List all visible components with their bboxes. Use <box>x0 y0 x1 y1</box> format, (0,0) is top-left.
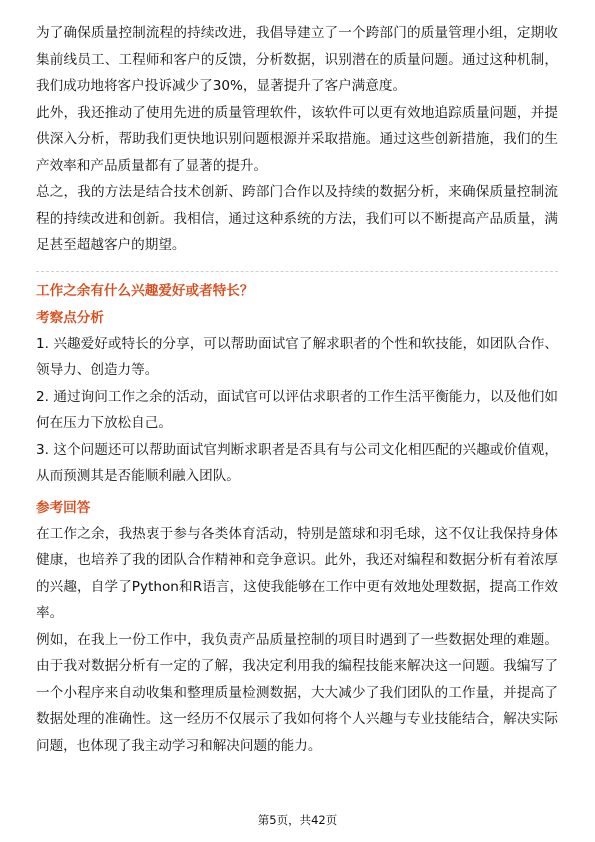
question-heading: 工作之余有什么兴趣爱好或者特长？ <box>36 282 254 299</box>
intro-paragraph: 此外，我还推动了使用先进的质量管理软件，该软件可以更有效地追踪质量问题，并提供深入分析，帮助我们更快地识别问题根源并采取措施。通过这些创新措施，我们的生产效率和产品质量都有了显著的提升。 <box>36 104 558 174</box>
analysis-item: 1. 兴趣爱好或特长的分享，可以帮助面试官了解求职者的个性和软技能，如团队合作、领导力、创造力等。 <box>36 335 558 378</box>
section-divider <box>36 271 558 272</box>
analysis-title: 考察点分析 <box>36 309 104 326</box>
intro-paragraph: 总之，我的方法是结合技术创新、跨部门合作以及持续的数据分析，来确保质量控制流程的持续改进和创新。我相信，通过这种系统的方法，我们可以不断提高产品质量，满足甚至超越客户的期望。 <box>36 184 558 253</box>
analysis-item: 2. 通过询问工作之余的活动，面试官可以评估求职者的工作生活平衡能力，以及他们如何在压力下放松自己。 <box>36 388 558 431</box>
analysis-item: 3. 这个问题还可以帮助面试官判断求职者是否具有与公司文化相匹配的兴趣或价值观，从而预测其是否能顺利融入团队。 <box>36 441 558 484</box>
intro-paragraph: 为了确保质量控制流程的持续改进，我倡导建立了一个跨部门的质量管理小组，定期收集前线员工、工程师和客户的反馈，分析数据，识别潜在的质量问题。通过这种机制，我们成功地将客户投诉减少了30%，显著提升了客户满意度。 <box>36 25 558 94</box>
document-page <box>36 20 558 759</box>
answer-title: 参考回答 <box>36 499 91 516</box>
answer-paragraph: 例如，在我上一份工作中，我负责产品质量控制的项目时遇到了一些数据处理的难题。由于我对数据分析有一定的了解，我决定利用我的编程技能来解决这一问题。我编写了一个小程序来自动收集和整理质量检测数据，大大减少了我们团队的工作量，并提高了数据处理的准确性。这一经历不仅展示了我如何将个人兴趣与专业技能结合，解决实际问题，也体现了我主动学习和解决问题的能力。 <box>36 631 558 754</box>
answer-paragraph: 在工作之余，我热衷于参与各类体育活动，特别是篮球和羽毛球，这不仅让我保持身体健康，也培养了我的团队合作精神和竞争意识。此外，我还对编程和数据分析有着浓厚的兴趣，自学了Python和R语言，这使我能够在工作中更有效地处理数据，提高工作效率。 <box>36 525 558 621</box>
page-number: 第5页，共42页 <box>257 813 338 827</box>
